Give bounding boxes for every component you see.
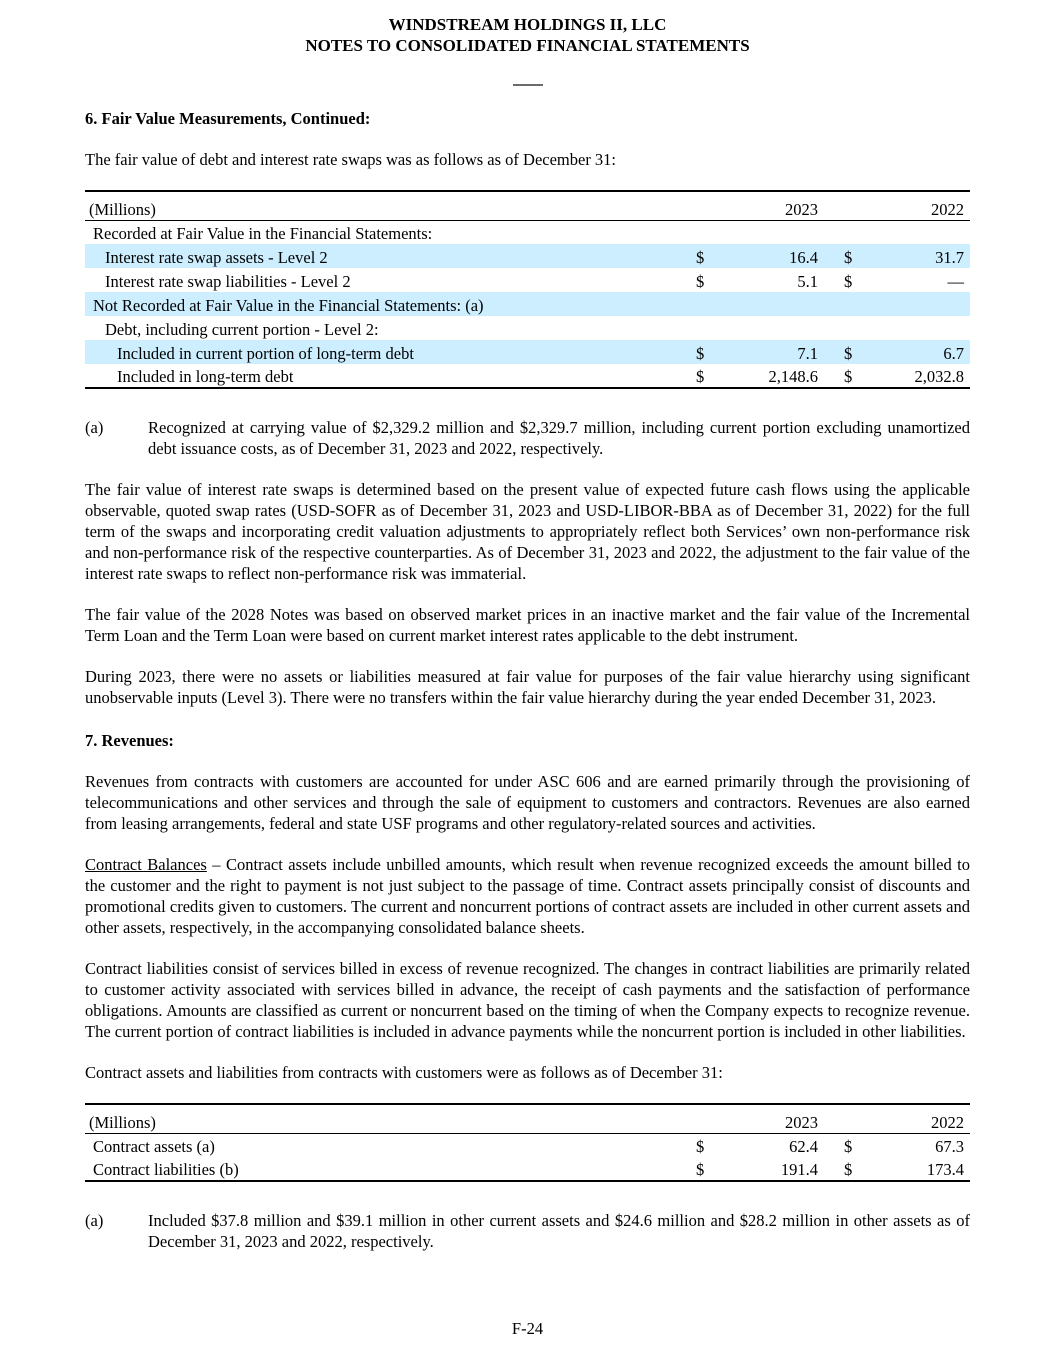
- section-6-heading: 6. Fair Value Measurements, Continued:: [85, 109, 371, 128]
- paragraph-revenues: Revenues from contracts with customers are accounted for under ASC 606 and are earned primarily through the provisioning of telecommunications and other services and through the sale of equipment to customers and contractors. Revenues are also earned from leasing arrangements, federal and state USF programs and other regulatory-related sources and activities.: [85, 772, 970, 833]
- footnote-marker: (a): [85, 418, 104, 437]
- column-gap: [820, 340, 840, 364]
- currency-symbol: [692, 316, 716, 340]
- currency-symbol: $: [696, 367, 705, 386]
- currency-symbol: $: [696, 1160, 705, 1179]
- column-gap: [820, 220, 840, 244]
- value-2022: —: [947, 272, 964, 291]
- table-row: [85, 316, 970, 340]
- table-header-2022: 2022: [820, 191, 970, 220]
- value-2023: [716, 220, 820, 244]
- row-label: Interest rate swap assets - Level 2: [85, 244, 692, 268]
- row-label: Contract liabilities (b): [93, 1160, 239, 1179]
- table-row: [85, 1133, 970, 1157]
- table-row: [85, 340, 970, 364]
- value-2023: 191.4: [780, 1160, 818, 1179]
- row-label: Included in current portion of long-term debt: [85, 340, 692, 364]
- currency-symbol: $: [840, 340, 864, 364]
- table-header-row: [85, 191, 970, 220]
- table-row: [85, 292, 970, 316]
- document-subtitle: NOTES TO CONSOLIDATED FINANCIAL STATEMENTS: [305, 36, 750, 55]
- column-gap: [820, 292, 840, 316]
- value-2023: [716, 316, 820, 340]
- currency-symbol: $: [840, 244, 864, 268]
- currency-symbol: [692, 292, 716, 316]
- table-row: [85, 244, 970, 268]
- table-header-row: [85, 1104, 970, 1133]
- value-2022: [864, 220, 970, 244]
- contract-balances-text: – Contract assets include unbilled amounts, which result when revenue recognized exceeds the amount billed to the customer and the right to payment is not just subject to the passage of time. Contract assets principally consist of discounts and promotional credits given to customers. The current and noncurrent portions of contract assets are included in other current assets and other assets, respectively, in the accompanying consolidated balance sheets.: [85, 855, 971, 937]
- value-2023: [716, 292, 820, 316]
- value-2022: 2,032.8: [914, 367, 964, 386]
- column-gap: [820, 268, 840, 292]
- currency-symbol: $: [844, 1160, 853, 1179]
- row-label: Interest rate swap liabilities - Level 2: [105, 272, 351, 291]
- value-2023: 16.4: [716, 244, 820, 268]
- row-label: Debt, including current portion - Level 2:: [105, 320, 379, 339]
- table-header-2022: 2022: [820, 1104, 970, 1133]
- table-header-millions: (Millions): [85, 1104, 692, 1133]
- row-label: Contract assets (a): [93, 1137, 215, 1156]
- paragraph-2028-notes: The fair value of the 2028 Notes was based on observed market prices in an inactive market and the fair value of the Incremental Term Loan and the Term Loan were based on current market interest rates applicable to the debt instrument.: [85, 605, 970, 645]
- footnote-text: Recognized at carrying value of $2,329.2 million and $2,329.7 million, including current portion excluding unamortized debt issuance costs, as of December 31, 2023 and 2022, respectively.: [148, 418, 970, 458]
- contract-assets-liabilities-table: [85, 1103, 970, 1182]
- paragraph-swap-valuation: The fair value of interest rate swaps is determined based on the present value of expected future cash flows using the applicable observable, quoted swap rates (USD-SOFR as of December 31, 2023 and USD-LIBOR-BBA as of December 31, 2022) for the full term of the swaps and incorporating credit valuation adjustments to appropriately reflect both Services’ own non-performance risk and non-performance risk of the respective counterparties. As of December 31, 2023 and 2022, the adjustment to the fair value of the interest rate swaps to reflect non-performance risk was immaterial.: [85, 480, 970, 583]
- title-divider: [513, 84, 543, 86]
- currency-symbol: [840, 220, 864, 244]
- row-label: Not Recorded at Fair Value in the Financial Statements: (a): [85, 292, 692, 316]
- table-header-2023: 2023: [692, 1104, 820, 1133]
- value-2023: 5.1: [797, 272, 818, 291]
- value-2023: 7.1: [716, 340, 820, 364]
- value-2022: 173.4: [926, 1160, 964, 1179]
- footnote-marker: (a): [85, 1211, 104, 1230]
- currency-symbol: $: [692, 244, 716, 268]
- currency-symbol: $: [844, 1137, 853, 1156]
- company-title: WINDSTREAM HOLDINGS II, LLC: [388, 15, 667, 34]
- row-label: Included in long-term debt: [117, 367, 294, 386]
- paragraph-contract-liabilities: Contract liabilities consist of services billed in excess of revenue recognized. The changes in contract liabilities are primarily related to customer activity associated with services billed in advance, the receipt of cash payments and the satisfaction of performance obligations. Amounts are classified as current or noncurrent based on the timing of when the Company expects to recognize revenue. The current portion of contract liabilities is included in advance payments while the noncurrent portion is included in other liabilities.: [85, 959, 970, 1041]
- footnote-a-contract-assets: [85, 1210, 970, 1252]
- value-2022: 67.3: [935, 1137, 964, 1156]
- currency-symbol: [840, 292, 864, 316]
- currency-symbol: $: [692, 340, 716, 364]
- section-7-heading: 7. Revenues:: [85, 731, 174, 750]
- contract-balances-lead: Contract Balances: [85, 855, 207, 874]
- column-gap: [820, 244, 840, 268]
- table-row: [85, 220, 970, 244]
- value-2023: 2,148.6: [768, 367, 818, 386]
- table-row: [85, 268, 970, 292]
- currency-symbol: [692, 220, 716, 244]
- footnote-a-fair-value: [85, 417, 970, 459]
- column-gap: [820, 316, 840, 340]
- currency-symbol: $: [696, 1137, 705, 1156]
- currency-symbol: [840, 316, 864, 340]
- column-gap: [820, 364, 840, 388]
- value-2022: 31.7: [864, 244, 970, 268]
- contract-table-intro: Contract assets and liabilities from contracts with customers were as follows as of December 31:: [85, 1063, 723, 1082]
- paragraph-contract-balances: [85, 854, 970, 938]
- table-row: [85, 1157, 970, 1181]
- column-gap: [820, 1133, 840, 1157]
- value-2022: [864, 292, 970, 316]
- table-header-millions: (Millions): [85, 191, 692, 220]
- footnote-text: Included $37.8 million and $39.1 million in other current assets and $24.6 million and $28.2 million in other assets as of December 31, 2023 and 2022, respectively.: [148, 1211, 970, 1251]
- column-gap: [820, 1157, 840, 1181]
- paragraph-level3: During 2023, there were no assets or liabilities measured at fair value for purposes of the fair value hierarchy using significant unobservable inputs (Level 3). There were no transfers within the fair value hierarchy during the year ended December 31, 2023.: [85, 667, 970, 707]
- currency-symbol: $: [696, 272, 705, 291]
- value-2023: 62.4: [789, 1137, 818, 1156]
- section-6-intro: The fair value of debt and interest rate swaps was as follows as of December 31:: [85, 150, 617, 169]
- table-header-2023: 2023: [692, 191, 820, 220]
- fair-value-table: [85, 190, 970, 389]
- value-2022: 6.7: [864, 340, 970, 364]
- table-row: [85, 364, 970, 388]
- value-2022: [864, 316, 970, 340]
- row-label: Recorded at Fair Value in the Financial Statements:: [93, 224, 433, 243]
- page-number: F-24: [511, 1319, 544, 1338]
- currency-symbol: $: [844, 272, 853, 291]
- currency-symbol: $: [844, 367, 853, 386]
